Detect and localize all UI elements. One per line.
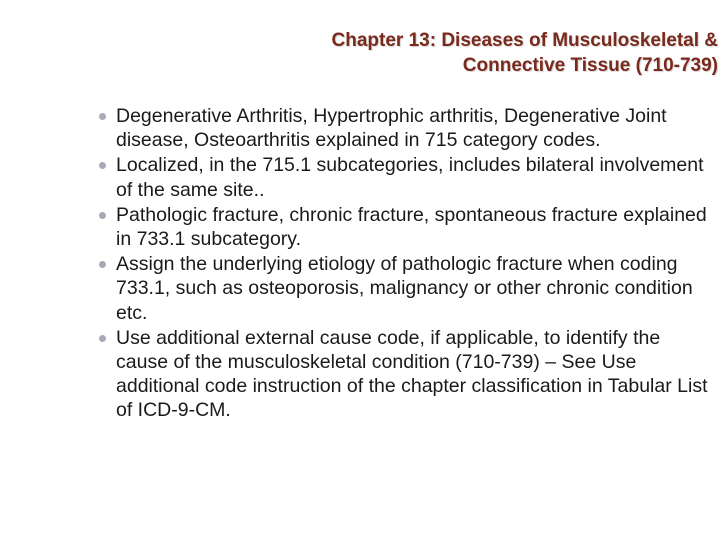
bullet-dot-icon (99, 162, 106, 169)
bullet-list (0, 104, 728, 424)
bullet-dot-icon (99, 113, 106, 120)
bullet-text: Assign the underlying etiology of pathologic fracture when coding 733.1, such as osteoporosis, malignancy or other chronic condition etc. (116, 253, 693, 324)
bullet-dot-icon (99, 212, 106, 219)
bullet-item (0, 153, 728, 201)
bullet-dot-icon (99, 261, 106, 268)
bullet-text: Localized, in the 715.1 subcategories, includes bilateral involvement of the same site.. (116, 154, 704, 201)
bullet-text: Use additional external cause code, if applicable, to identify the cause of the musculoskeletal condition (710-739) – See Use additional code instruction of the chapter classification in Tabular List of ICD-9-CM. (116, 326, 708, 422)
bullet-item (0, 252, 728, 325)
bullet-dot-icon (99, 335, 106, 342)
bullet-text: Degenerative Arthritis, Hypertrophic arthritis, Degenerative Joint disease, Osteoarthritis explained in 715 category codes. (116, 105, 667, 152)
bullet-item (0, 326, 728, 423)
bullet-item (0, 203, 728, 251)
slide-title-line-1: Chapter 13: Diseases of Musculoskeletal & (331, 30, 718, 51)
slide-title-line-2: Connective Tissue (710-739) (462, 55, 718, 76)
slide-title (158, 28, 718, 78)
bullet-item (0, 104, 728, 152)
bullet-text: Pathologic fracture, chronic fracture, spontaneous fracture explained in 733.1 subcategory. (116, 203, 707, 251)
